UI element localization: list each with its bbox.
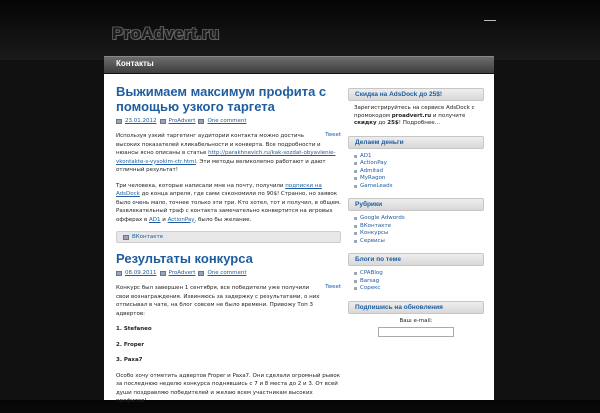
text-span: и	[160, 216, 168, 223]
post-date[interactable]: 23.01.2012	[125, 118, 157, 124]
winner-item: 2. Froper	[116, 341, 145, 348]
author-icon	[160, 119, 166, 124]
article-link[interactable]: http://parakhnevich.ru/kak-sozdat-obyavlenie-vkontakte-s-vysokim-ctr.html	[116, 150, 336, 165]
post-comments-link[interactable]: One comment	[207, 118, 247, 124]
ad1-link[interactable]: AD1	[149, 216, 161, 223]
widget-title: Делаем деньги	[348, 136, 484, 149]
text-span: . Эти методы великолепно работают и дают отличный результат!	[116, 158, 326, 173]
sidebar	[348, 88, 484, 345]
comment-icon	[198, 119, 204, 124]
post-meta	[116, 270, 341, 276]
list-item[interactable]: CPABlog	[354, 270, 478, 278]
post	[116, 251, 341, 406]
post-title[interactable]: Результаты конкурса	[116, 251, 253, 266]
actionpay-link[interactable]: ActionPay	[167, 216, 195, 223]
winner-item: 3. Paxa7	[116, 357, 143, 363]
text-span: до конца апреля, где сами сэкономили по 90$! Странно, но заявок было очень мало, точнее только эти три. Кто хотел, тот и получил, в общем. Развлекательный траф с контакта замечательно конвертится на игровых офферах в	[116, 191, 341, 223]
widget-body	[348, 149, 484, 199]
text-span: скидку	[354, 120, 377, 126]
widget-body	[348, 314, 484, 346]
email-field[interactable]	[378, 327, 454, 337]
text-span: и получите	[431, 112, 466, 119]
tweet-button[interactable]: Tweet	[325, 284, 341, 290]
more-link[interactable]: ! Подробнее…	[398, 120, 441, 126]
winner-item: 1. Stefaneo	[116, 326, 152, 332]
adsdock-link[interactable]: подписки на AdsDock	[116, 182, 322, 197]
widget-body	[348, 101, 484, 136]
list-item[interactable]: Barsag	[354, 278, 478, 286]
list-item[interactable]: GameLeads	[354, 183, 478, 191]
post-paragraph	[116, 132, 341, 175]
email-label: Ваш e-mail:	[399, 317, 433, 324]
post-comments-link[interactable]: One comment	[207, 270, 247, 276]
widget-title: Блоги по теме	[348, 253, 484, 266]
tag-icon	[123, 235, 129, 240]
widget-body	[348, 211, 484, 253]
list-item[interactable]: Google Adwords	[354, 215, 478, 223]
post-meta	[116, 118, 341, 124]
tweet-button[interactable]: Tweet	[325, 132, 341, 138]
widget-title: Подпишись на обновления	[348, 301, 484, 314]
site-header	[0, 0, 600, 56]
widget-list	[354, 153, 478, 191]
site-logo[interactable]: ProAdvert.ru	[112, 24, 220, 43]
author-icon	[160, 271, 166, 276]
widget-list	[354, 215, 478, 245]
nav-item-contacts[interactable]: Контакты	[116, 59, 154, 68]
calendar-icon	[116, 271, 122, 276]
post-paragraph: Конкурс был завершен 1 сентября, все победители уже получили свои вознаграждения. Извиняюсь за задержку с результатами, о них отписывал в чате, на блог совсем не было времени. Привожу Топ 3 адвертов:	[116, 285, 320, 317]
list-item[interactable]: MyRagon	[354, 175, 478, 183]
post	[116, 84, 341, 243]
widget-title: Скидка на AdsDock до 25$!	[348, 88, 484, 101]
widget-subscribe	[348, 301, 484, 346]
widget-list	[354, 270, 478, 293]
main-nav	[104, 56, 494, 73]
list-item[interactable]: ВКонтакте	[354, 223, 478, 231]
list-item[interactable]: AD1	[354, 153, 478, 161]
post-author[interactable]: ProAdvert	[168, 270, 196, 276]
post-tags-bar	[116, 231, 341, 243]
widget-adsdock	[348, 88, 484, 136]
post-paragraph: Особо хочу отметить адвертов Froper и Paxa7. Они сделали огромный рывок за последнюю неделю конкурса поднявшись с 7 и 8 места до 2 и 3. От всей души поздравляю победителей и желаю всем участникам высоких профитов!	[116, 372, 341, 404]
list-item[interactable]: Сервисы	[354, 238, 478, 246]
widget-title: Рубрики	[348, 198, 484, 211]
widget-body	[348, 266, 484, 301]
list-item[interactable]: ActionPay	[354, 160, 478, 168]
comment-icon	[198, 271, 204, 276]
post-date[interactable]: 08.09.2011	[125, 270, 157, 276]
list-item[interactable]: Admitad	[354, 168, 478, 176]
widget-blogs	[348, 253, 484, 301]
text-span: Используя узкий таргетинг аудитории контакта можно достичь высоких показателей кликабельности и конверта. Все подробности и нюансы ясно описаны в статье	[116, 133, 321, 156]
widget-earn-money	[348, 136, 484, 199]
post-author[interactable]: ProAdvert	[168, 118, 196, 124]
promo-code: proadvert.ru	[391, 112, 432, 119]
page-container	[104, 74, 494, 404]
list-item[interactable]: Сорекс	[354, 285, 478, 293]
widget-categories	[348, 198, 484, 253]
discount-amount: 25$	[387, 120, 399, 126]
list-item[interactable]: Конкурсы	[354, 230, 478, 238]
text-span: до	[376, 120, 388, 126]
post-paragraph	[116, 182, 341, 225]
post-title[interactable]: Выжимаем максимум профита с помощью узкого таргета	[116, 84, 327, 114]
content-column	[116, 84, 341, 413]
text-span: Три человека, которые написали мне на почту, получили	[116, 182, 286, 189]
text-span: Зарегистрируйтесь на сервисе AdsDock с промокодом	[354, 105, 475, 119]
header-divider	[484, 20, 496, 21]
tag-link[interactable]: ВКонтакте	[132, 234, 164, 240]
calendar-icon	[116, 119, 122, 124]
text-span: , было бы желание.	[194, 216, 252, 223]
